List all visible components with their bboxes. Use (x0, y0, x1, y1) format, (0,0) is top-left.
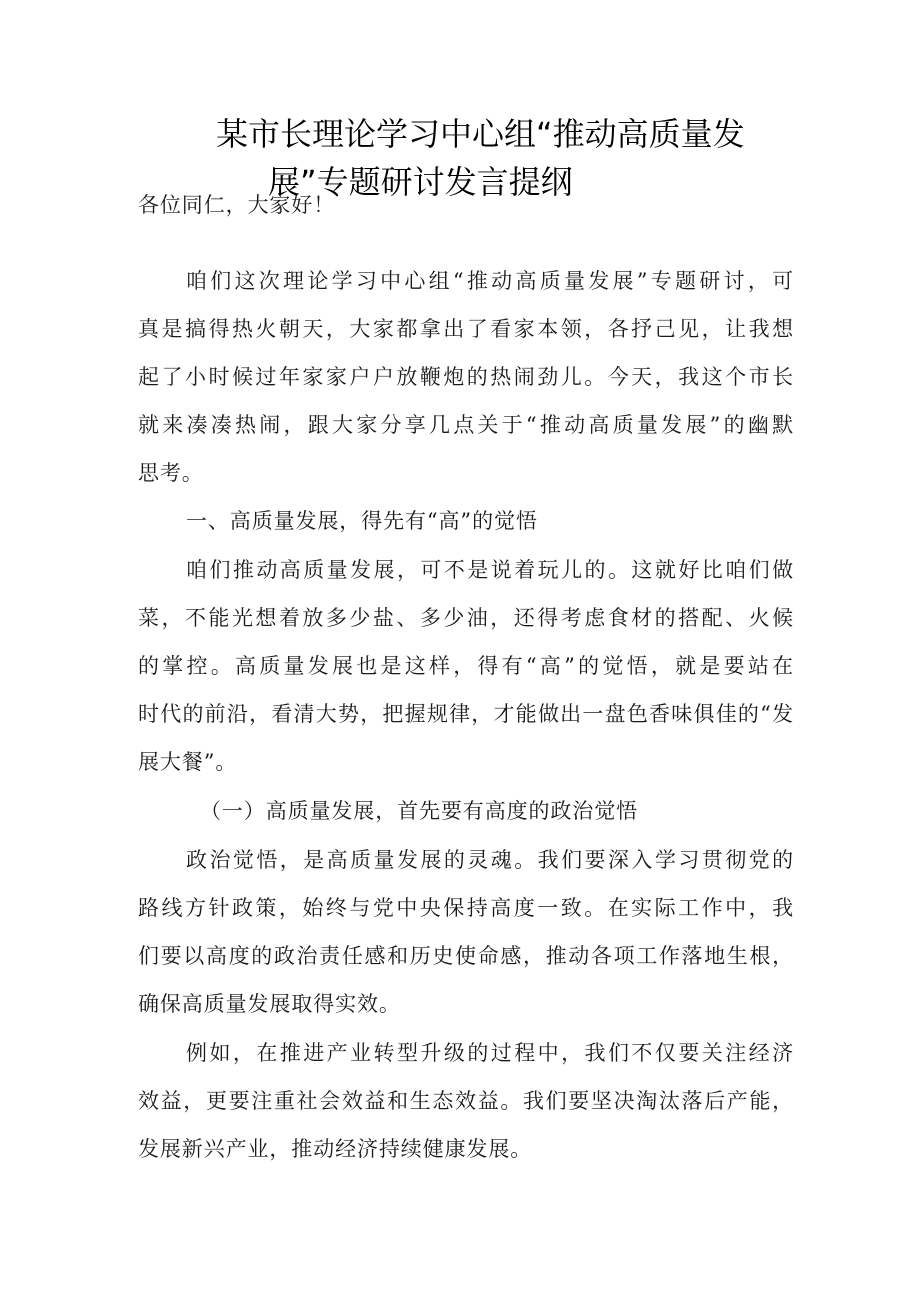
section-1-heading: 一、高质量发展，得先有“高”的觉悟 (186, 509, 538, 533)
document-title-line-1: 某市长理论学习中心组“推动高质量发 (216, 115, 745, 153)
example-line-3: 发展新兴产业，推动经济持续健康发展。 (138, 1137, 533, 1161)
section-1-line-2: 菜，不能光想着放多少盐、多少油，还得考虑食材的搭配、火候 (138, 606, 794, 630)
subsection-1-line-4: 确保高质量发展取得实效。 (138, 992, 401, 1016)
section-1-line-1: 咱们推动高质量发展，可不是说着玩儿的。这就好比咱们做 (186, 558, 794, 582)
intro-line-1: 咱们这次理论学习中心组“推动高质量发展”专题研讨，可 (186, 269, 794, 293)
example-line-2: 效益，更要注重社会效益和生态效益。我们要坚决淘汰落后产能， (138, 1089, 794, 1113)
section-1-line-3: 的掌控。高质量发展也是这样，得有“高”的觉悟，就是要站在 (138, 654, 794, 678)
subsection-1-line-1: 政治觉悟，是高质量发展的灵魂。我们要深入学习贯彻党的 (186, 848, 794, 872)
subsection-1-heading: （一）高质量发展，首先要有高度的政治觉悟 (200, 799, 638, 823)
section-1-line-5: 展大餐”。 (138, 750, 238, 774)
intro-line-3: 起了小时候过年家家户户放鞭炮的热闹劲儿。今天，我这个市长 (138, 365, 794, 389)
subsection-1-line-2: 路线方针政策，始终与党中央保持高度一致。在实际工作中，我 (138, 896, 794, 920)
intro-line-4: 就来凑凑热闹，跟大家分享几点关于“推动高质量发展”的幽默 (138, 413, 794, 437)
section-1-line-4: 时代的前沿，看清大势，把握规律，才能做出一盘色香味俱佳的“发 (138, 702, 794, 726)
greeting: 各位同仁，大家好！ (138, 193, 336, 217)
example-line-1: 例如，在推进产业转型升级的过程中，我们不仅要关注经济 (186, 1041, 794, 1065)
intro-line-5: 思考。 (138, 461, 204, 485)
document-title-line-2: 展”专题研讨发言提纲 (268, 163, 573, 201)
intro-line-2: 真是搞得热火朝天，大家都拿出了看家本领，各抒己见，让我想 (138, 317, 794, 341)
subsection-1-line-3: 们要以高度的政治责任感和历史使命感，推动各项工作落地生根， (138, 944, 794, 968)
